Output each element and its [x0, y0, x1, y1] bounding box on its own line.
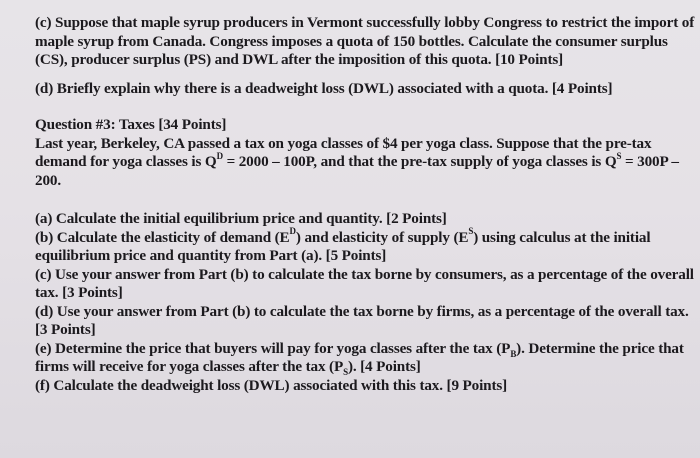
part-c-line-2: maple syrup from Canada. Congress imposes a quota of 150 bottles. Calculate the consumer surplus — [35, 32, 668, 50]
item-c-line-1: (c) Use your answer from Part (b) to calculate the tax borne by consumers, as a percentage of the overall — [35, 265, 694, 283]
intro-line-2-end: = 300P – — [621, 153, 679, 170]
demand-superscript: D — [216, 150, 223, 161]
item-e-line-2-pre: firms will receive for yoga classes after the tax (P — [35, 358, 344, 375]
question-3-intro — [35, 135, 682, 191]
item-e-sub-s: S — [343, 367, 348, 378]
item-e-sub-b: B — [510, 348, 517, 359]
intro-line-2-pre: demand for yoga classes is Q — [35, 153, 217, 170]
item-b-sup-d: D — [289, 226, 296, 237]
item-f: (f) Calculate the deadweight loss (DWL) associated with this tax. [9 Points] — [35, 376, 508, 394]
part-c-line-1: (c) Suppose that maple syrup producers in Vermont successfully lobby Congress to restrict the import of — [35, 14, 695, 31]
item-c-line-2: tax. [3 Points] — [35, 284, 123, 301]
part-c-paragraph — [35, 14, 695, 70]
part-d-line: (d) Briefly explain why there is a deadweight loss (DWL) associated with a quota. [4 Points] — [35, 79, 613, 97]
item-e-line-2 — [35, 358, 682, 377]
part-c-line-3: (CS), producer surplus (PS) and DWL after the imposition of this quota. [10 Points] — [35, 51, 564, 68]
item-b-pre: (b) Calculate the elasticity of demand (E — [35, 228, 290, 246]
intro-line-1: Last year, Berkeley, CA passed a tax on yoga classes of $4 per yoga class. Suppose that the pre-tax — [35, 134, 652, 152]
item-e-line-2-end: ). [4 Points] — [347, 358, 421, 375]
question-3-items — [35, 210, 694, 395]
item-b-sup-s: S — [468, 226, 474, 237]
question-3-heading — [35, 116, 682, 135]
item-e-line-1 — [35, 340, 682, 359]
intro-line-3: 200. — [35, 171, 61, 189]
item-b-mid: ) and elasticity of supply (E — [295, 228, 469, 246]
supply-superscript: S — [616, 150, 622, 161]
intro-line-2-mid: = 2000 – 100P, and that the pre-tax supply of yoga classes is Q — [222, 153, 617, 170]
item-a: (a) Calculate the initial equilibrium price and quantity. [2 Points] — [35, 210, 447, 227]
item-b-line-2: equilibrium price and quantity from Part (a). [5 Points] — [35, 247, 387, 264]
question-3-title: Question #3: Taxes [34 Points] — [35, 116, 227, 133]
item-d-line-1: (d) Use your answer from Part (b) to calculate the tax borne by firms, as a percentage of the overall tax. — [35, 302, 689, 320]
part-d-paragraph — [35, 80, 682, 99]
item-b-end: ) using calculus at the initial — [473, 228, 651, 246]
item-b-line-1 — [35, 226, 682, 248]
item-d-line-2: [3 Points] — [35, 321, 96, 338]
item-e-line-1-end: ). Determine the price that — [516, 339, 684, 357]
intro-line-2 — [35, 150, 682, 172]
item-e-line-1-pre: (e) Determine the price that buyers will pay for yoga classes after the tax (P — [35, 339, 511, 357]
